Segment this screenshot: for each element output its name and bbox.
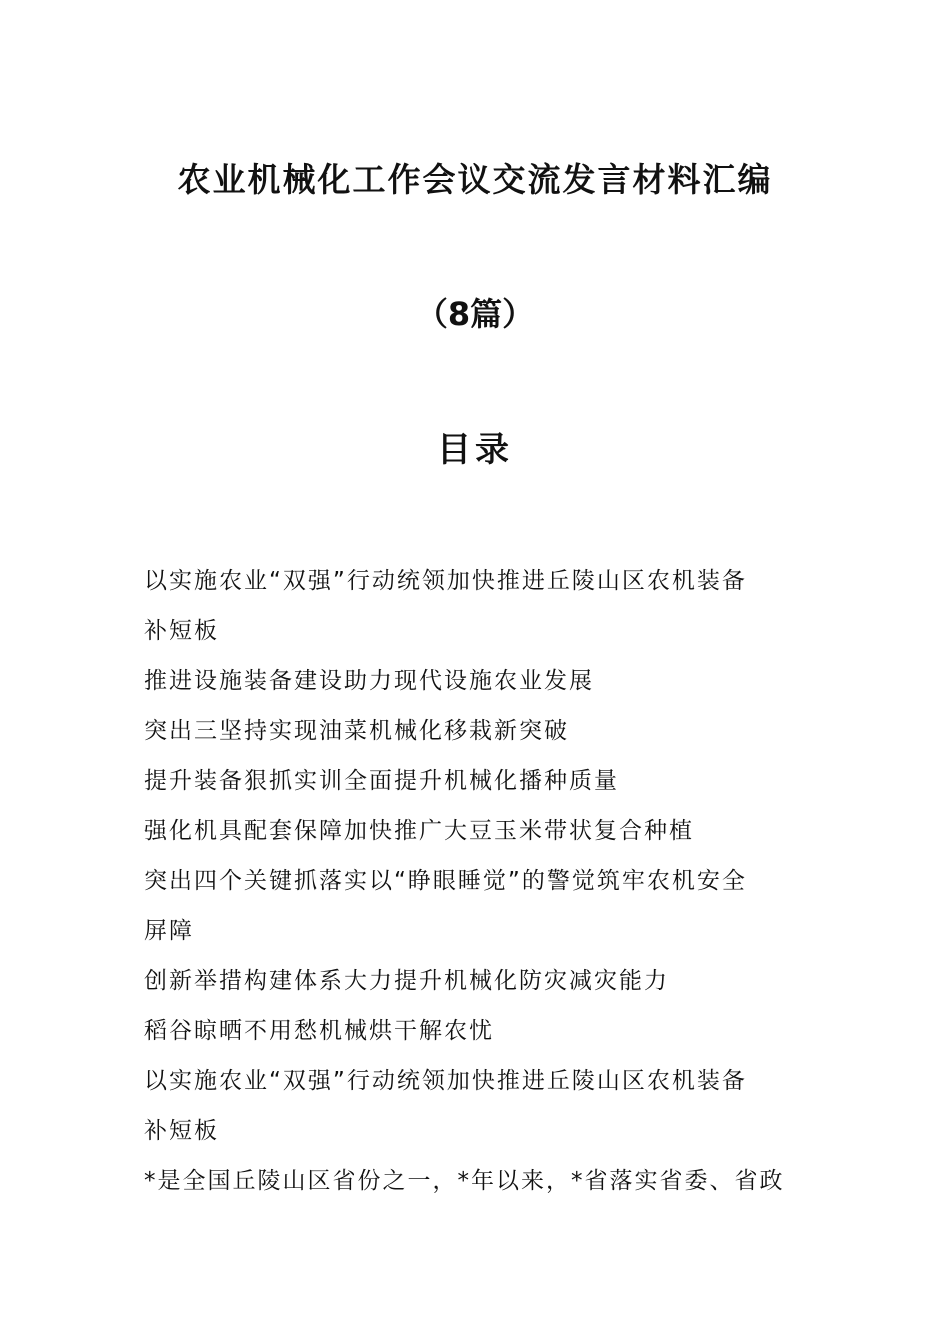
section-heading: 以实施农业“双强”行动统领加快推进丘陵山区农机装备 — [144, 1068, 747, 1094]
document-subtitle: （8篇） — [415, 295, 535, 333]
toc-item: 创新举措构建体系大力提升机械化防灾减灾能力 — [144, 968, 669, 994]
toc-item: 屏障 — [144, 918, 194, 944]
toc-item: 补短板 — [144, 618, 219, 644]
toc-item: 推进设施装备建设助力现代设施农业发展 — [144, 668, 594, 694]
toc-item: 突出三坚持实现油菜机械化移栽新突破 — [144, 718, 569, 744]
body-paragraph: *是全国丘陵山区省份之一，*年以来，*省落实省委、省政 — [144, 1168, 785, 1194]
toc-item: 以实施农业“双强”行动统领加快推进丘陵山区农机装备 — [144, 568, 747, 594]
toc-item: 稻谷晾晒不用愁机械烘干解农忧 — [144, 1018, 494, 1044]
section-heading: 补短板 — [144, 1118, 219, 1144]
toc-list — [144, 556, 824, 1206]
toc-item: 提升装备狠抓实训全面提升机械化播种质量 — [144, 768, 619, 794]
document-title: 农业机械化工作会议交流发言材料汇编 — [177, 160, 773, 199]
toc-item: 突出四个关键抓落实以“睁眼睡觉”的警觉筑牢农机安全 — [144, 868, 747, 894]
toc-item: 强化机具配套保障加快推广大豆玉米带状复合种植 — [144, 818, 694, 844]
toc-heading: 目录 — [437, 430, 513, 470]
